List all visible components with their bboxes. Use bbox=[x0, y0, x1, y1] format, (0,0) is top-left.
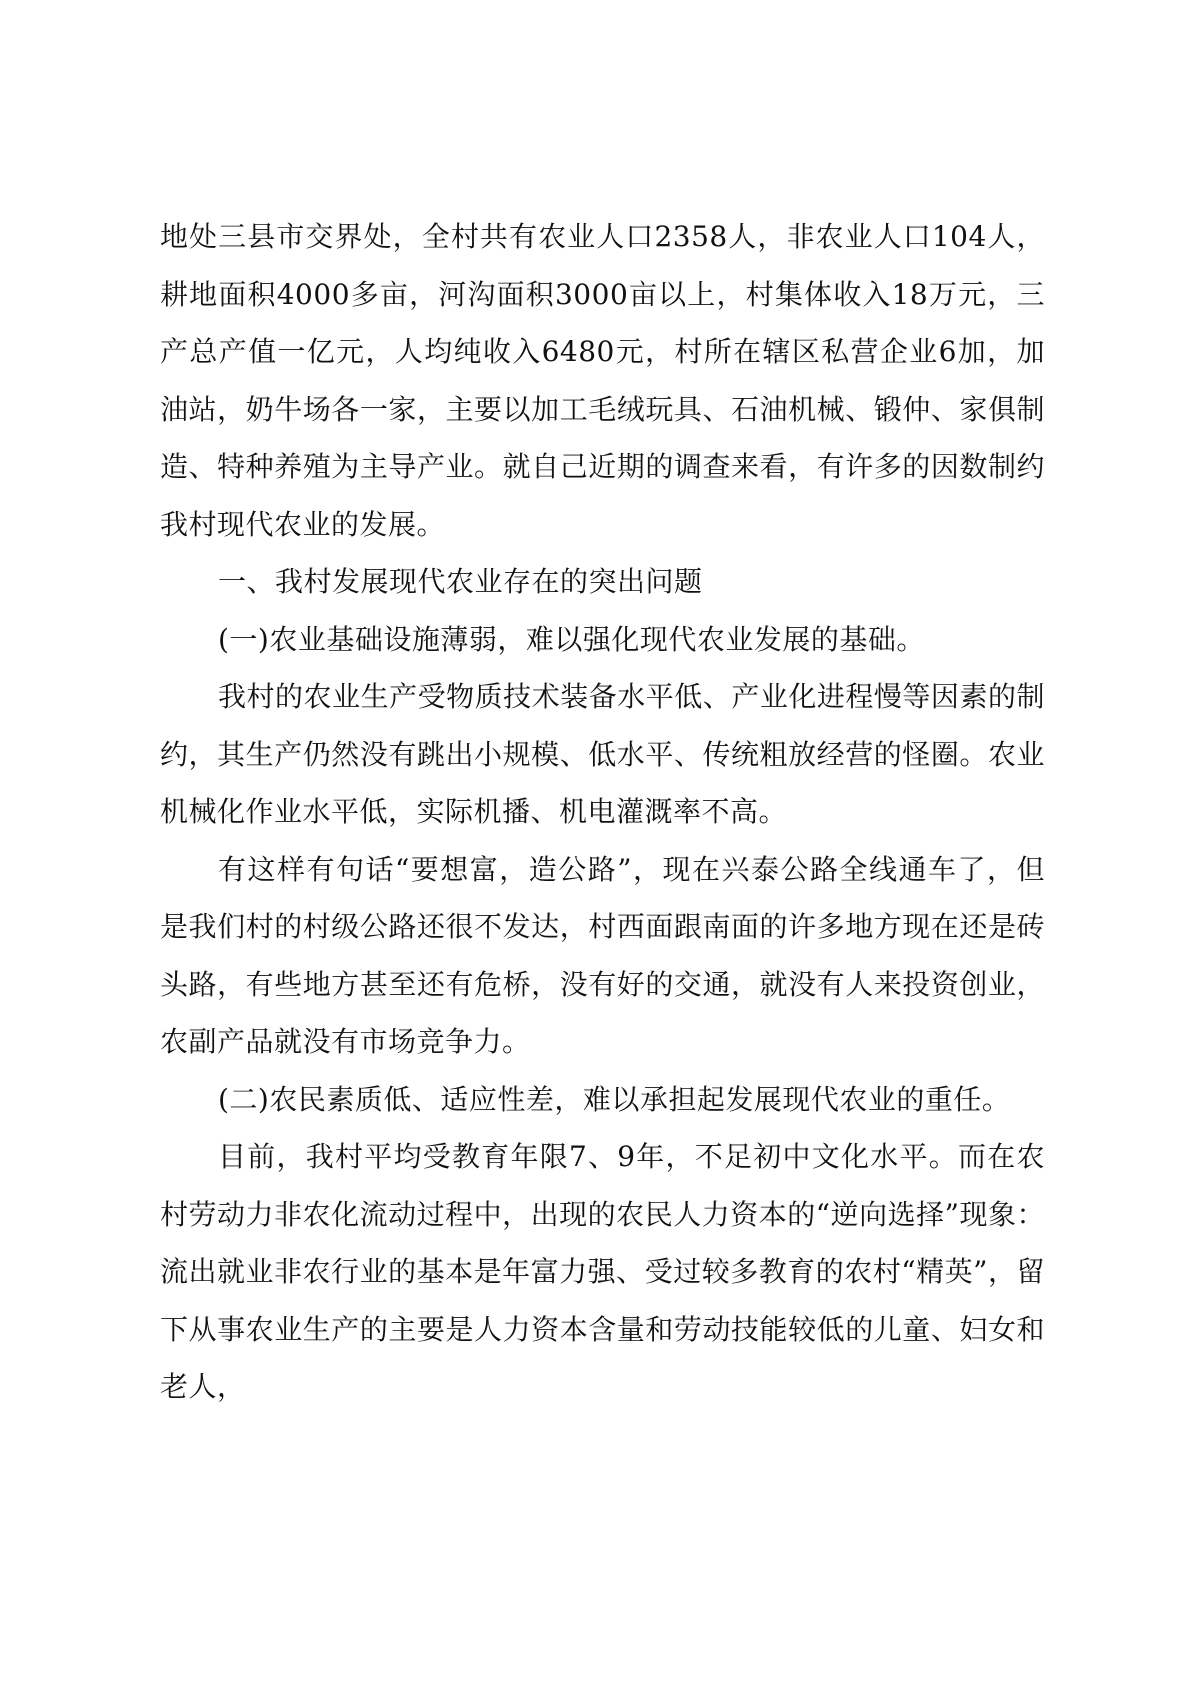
paragraph-body-2: 有这样有句话“要想富，造公路”，现在兴泰公路全线通车了，但是我们村的村级公路还很不发达，村西面跟南面的许多地方现在还是砖头路，有些地方甚至还有危桥，没有好的交通，就没有人来投资创业，农副产品就没有市场竞争力。 bbox=[160, 852, 1045, 1058]
paragraph-intro: 地处三县市交界处，全村共有农业人口2358人，非农业人口104人，耕地面积4000多亩，河沟面积3000亩以上，村集体收入18万元，三产总产值一亿元，人均纯收入6480元，村所在辖区私营企业6加，加油站，奶牛场各一家，主要以加工毛绒玩具、石油机械、锻仲、家俱制造、特种养殖为主导产业。就自己近期的调查来看，有许多的因数制约我村现代农业的发展。 bbox=[160, 220, 1045, 541]
document-body bbox=[160, 208, 1045, 1416]
subsection-heading-2: (二)农民素质低、适应性差，难以承担起发展现代农业的重任。 bbox=[218, 1082, 1011, 1116]
paragraph-body-3: 目前，我村平均受教育年限7、9年，不足初中文化水平。而在农村劳动力非农化流动过程中，出现的农民人力资本的“逆向选择”现象：流出就业非农行业的基本是年富力强、受过较多教育的农村“精英”，留下从事农业生产的主要是人力资本含量和劳动技能较低的儿童、妇女和老人， bbox=[160, 1140, 1045, 1403]
section-heading-1: 一、我村发展现代农业存在的突出问题 bbox=[218, 565, 703, 598]
paragraph-body-1: 我村的农业生产受物质技术装备水平低、产业化进程慢等因素的制约，其生产仍然没有跳出小规模、低水平、传统粗放经营的怪圈。农业机械化作业水平低，实际机播、机电灌溉率不高。 bbox=[160, 680, 1045, 828]
subsection-heading-1: (一)农业基础设施薄弱，难以强化现代农业发展的基础。 bbox=[218, 622, 925, 656]
